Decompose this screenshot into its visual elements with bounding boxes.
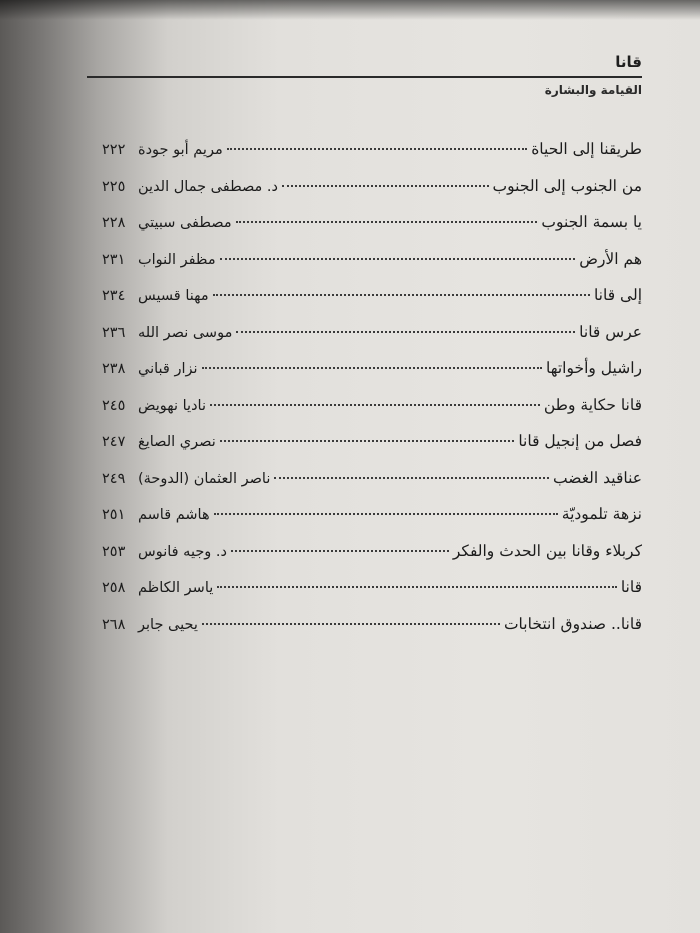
entry-page-number: ٢٣٤ <box>102 288 126 304</box>
dot-leader <box>202 623 500 625</box>
entry-title: إلى قانا <box>593 286 642 304</box>
entry-author: مهنا قسيس <box>138 288 209 304</box>
entry-page-number: ٢٤٧ <box>102 434 126 450</box>
dot-leader <box>214 513 558 515</box>
dot-leader <box>220 440 515 442</box>
entry-author: ناصر العثمان (الدوحة) <box>138 470 271 487</box>
entry-author: يحيى جابر <box>138 616 198 633</box>
entry-page-number: ٢٥١ <box>102 507 126 523</box>
toc-entry <box>102 578 642 615</box>
toc-entry <box>102 140 642 177</box>
dot-leader <box>227 148 527 150</box>
entry-page-number: ٢٣١ <box>102 251 126 268</box>
dot-leader <box>236 221 538 223</box>
toc-entry <box>102 505 642 542</box>
entry-title: عناقيد الغضب <box>553 468 642 487</box>
entry-page-number: ٢٣٦ <box>102 324 126 341</box>
toc-entry <box>102 432 642 469</box>
dot-leader <box>236 331 575 333</box>
entry-title: يا بسمة الجنوب <box>541 213 642 231</box>
book-subtitle: القيامة والبشارة <box>544 83 642 97</box>
dot-leader <box>217 586 617 588</box>
entry-author: هاشم قاسم <box>138 507 210 523</box>
entry-page-number: ٢٦٨ <box>102 616 126 633</box>
toc-entry <box>102 469 642 506</box>
toc-entry <box>102 323 642 360</box>
toc-entry <box>102 213 642 250</box>
entry-author: ياسر الكاظم <box>138 580 214 596</box>
entry-title: طريقنا إلى الحياة <box>531 140 642 158</box>
dot-leader <box>213 294 590 296</box>
toc-entry <box>102 250 642 287</box>
entry-author: نصري الصايغ <box>138 434 216 450</box>
entry-title: عرس قانا <box>579 322 642 341</box>
toc-entry <box>102 286 642 323</box>
entry-page-number: ٢٤٥ <box>102 397 126 414</box>
dot-leader <box>210 404 540 406</box>
dot-leader <box>274 477 549 479</box>
entry-title: كربلاء وقانا بين الحدث والفكر <box>452 541 642 560</box>
entry-page-number: ٢٢٢ <box>102 142 126 158</box>
toc-entry <box>102 177 642 214</box>
entry-author: د. مصطفى جمال الدين <box>138 178 278 195</box>
entry-author: د. وجيه فانوس <box>138 543 227 560</box>
entry-page-number: ٢٢٥ <box>102 178 126 195</box>
entry-author: موسى نصر الله <box>138 324 233 341</box>
dot-leader <box>231 550 449 552</box>
entry-title: فصل من إنجيل قانا <box>518 432 642 450</box>
entry-title: هم الأرض <box>579 249 642 268</box>
entry-author: مظفر النواب <box>138 251 216 268</box>
entry-page-number: ٢٣٨ <box>102 361 126 377</box>
entry-author: ناديا نهويض <box>138 397 206 414</box>
entry-title: قانا.. صندوق انتخابات <box>503 614 642 633</box>
entry-author: مريم أبو جودة <box>138 142 223 158</box>
book-title: قانا <box>87 52 642 78</box>
page-edge-shadow <box>0 0 700 20</box>
entry-page-number: ٢٥٨ <box>102 580 126 596</box>
entry-author: مصطفى سبيتي <box>138 215 232 231</box>
entry-title: راشيل وأخواتها <box>546 359 642 377</box>
running-header <box>87 52 642 98</box>
table-of-contents <box>102 140 642 651</box>
entry-page-number: ٢٥٣ <box>102 543 126 560</box>
entry-title: قانا حكاية وطن <box>543 395 642 414</box>
toc-entry <box>102 615 642 652</box>
entry-title: من الجنوب إلى الجنوب <box>492 176 642 195</box>
entry-page-number: ٢٤٩ <box>102 470 126 487</box>
toc-entry <box>102 359 642 396</box>
toc-entry <box>102 542 642 579</box>
entry-title: قانا <box>620 578 642 596</box>
entry-page-number: ٢٢٨ <box>102 215 126 231</box>
dot-leader <box>220 258 576 260</box>
dot-leader <box>282 185 489 187</box>
toc-entry <box>102 396 642 433</box>
dot-leader <box>202 367 542 369</box>
entry-title: نزهة تلموديّة <box>561 505 642 523</box>
entry-author: نزار قباني <box>138 361 198 377</box>
